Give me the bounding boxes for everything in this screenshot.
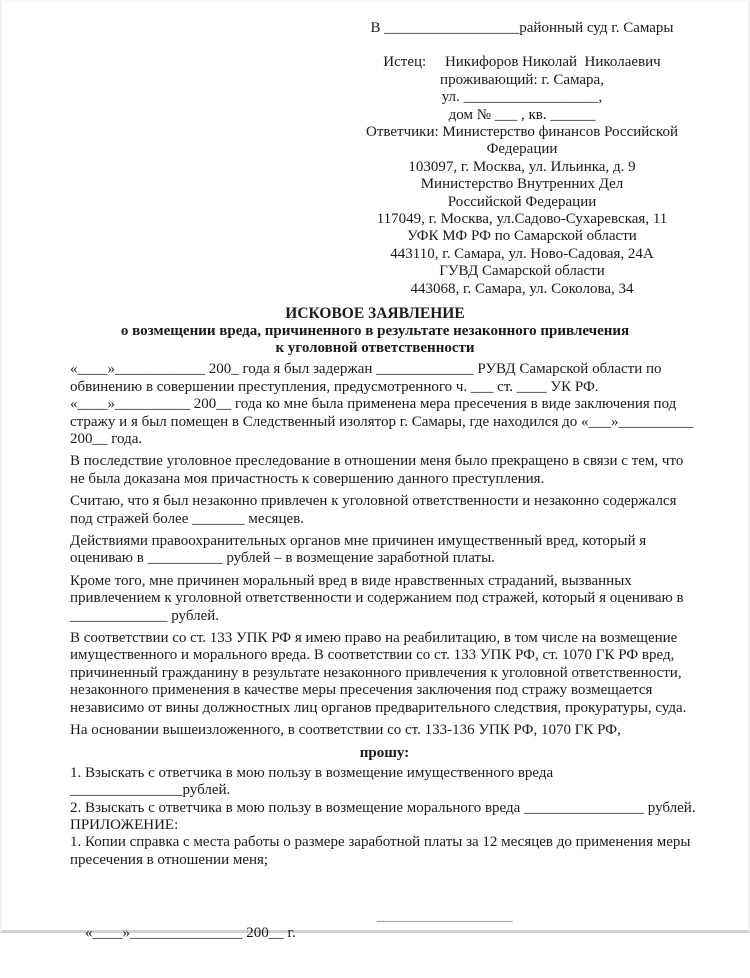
court-line: В __________________районный суд г. Самары bbox=[370, 20, 674, 36]
paragraph-detention: «____»____________ 200_ года я был задержан _____________ РУВД Самарской области по обвинению в совершении преступления, предусмотренного ч. ___ ст. ____ УК РФ. bbox=[70, 361, 666, 395]
request-item-moral: 2. Взыскать с ответчика в мою пользу в возмещение морального вреда ________________ рублей. bbox=[70, 799, 696, 816]
respondent-guvd-address-line: 443068, г. Самара, ул. Соколова, 34 bbox=[410, 280, 634, 297]
respondents-line: Ответчики: Министерство финансов Российской bbox=[365, 124, 678, 141]
respondent-mvd-address-line: 117049, г. Москва, ул.Садово-Сухаревская, 11 bbox=[376, 211, 668, 228]
request-heading: прошу: bbox=[359, 745, 410, 762]
respondent-ufk-address-line: 443110, г. Самара, ул. Ново-Садовая, 24А bbox=[390, 245, 654, 262]
paragraph-termination: В последствие уголовное преследование в отношении меня было прекращено в связи с тем, что не была доказана моя причастность к совершению данного преступления. bbox=[70, 453, 688, 487]
paragraph-property-damage: Действиями правоохранительных органов мне причинен имущественный вред, который я оцениваю в __________ рублей – в возмещение заработной платы. bbox=[70, 532, 650, 567]
paragraph-legal-basis: В соответствии со ст. 133 УПК РФ я имею право на реабилитацию, в том числе на возмещение имущественного и морального вреда. В соответствии со ст. 133 УПК РФ, ст. 1070 ГК РФ вред, причиненный гражданину в результате незаконного привлечения к уголовной ответственности, незаконного применения в качестве меры пресечения заключения под стражу возмещается независимо от вины должностных лиц органов предварительного следствия, прокуратуры, суда. bbox=[70, 630, 687, 716]
claimant-street-line: ул. __________________, bbox=[441, 89, 603, 106]
claimant-line: Истец: Никифоров Николай Николаевич bbox=[383, 54, 661, 71]
paragraph-unlawful-claim: Считаю, что я был незаконно привлечен к уголовной ответственности и незаконно содержался под стражей более _______ месяцев. bbox=[70, 493, 681, 527]
respondent-address-line: 103097, г. Москва, ул. Ильинка, д. 9 bbox=[408, 158, 636, 175]
signature-line: _________________ bbox=[377, 908, 513, 924]
document-subtitle-1: о возмещении вреда, причиненного в результате незаконного привлечения bbox=[120, 322, 630, 339]
claimant-house-line: дом № ___ , кв. ______ bbox=[448, 106, 596, 123]
document-title: ИСКОВОЕ ЗАЯВЛЕНИЕ bbox=[285, 305, 465, 323]
document-title-block bbox=[2, 305, 748, 357]
document-body bbox=[2, 361, 748, 869]
document-header bbox=[340, 20, 704, 298]
attachment-heading: ПРИЛОЖЕНИЕ: bbox=[70, 817, 179, 834]
respondent-ufk-line: УФК МФ РФ по Самарской области bbox=[407, 228, 637, 245]
paragraph-custody: «____»__________ 200__ года ко мне была применена мера пресечения в виде заключения под стражу и я был помещен в Следственный изолятор г. Самары, где находился до «___»__________ 200__ года. bbox=[70, 396, 698, 447]
request-item-property: 1. Взыскать с ответчика в мою пользу в возмещение имущественного вреда _______________рублей. bbox=[70, 764, 557, 799]
document-footer bbox=[70, 908, 703, 978]
date-line: «____»_______________ 200__ г. bbox=[85, 925, 296, 942]
document-subtitle-2: к уголовной ответственности bbox=[275, 339, 475, 356]
paragraph-conclusion: На основании вышеизложенного, в соответствии со ст. 133-136 УПК РФ, 1070 ГК РФ, bbox=[70, 722, 621, 739]
claimant-residence-line: проживающий: г. Самара, bbox=[440, 71, 604, 88]
respondent-guvd-line: ГУВД Самарской области bbox=[439, 263, 605, 280]
respondent-mvd-federation-line: Российской Федерации bbox=[447, 193, 597, 210]
attachment-item: 1. Копии справка с места работы о размере заработной платы за 12 месяцев до применения меры пресечения в отношении меня; bbox=[70, 834, 695, 868]
respondent-federation-line: Федерации bbox=[486, 141, 558, 158]
paragraph-moral-damage: Кроме того, мне причинен моральный вред в виде нравственных страданий, вызванных привлечением к уголовной ответственности и содержанием под стражей, который я оцениваю в _____________ рублей. bbox=[70, 572, 688, 624]
respondent-mvd-line: Министерство Внутренних Дел bbox=[420, 176, 624, 193]
